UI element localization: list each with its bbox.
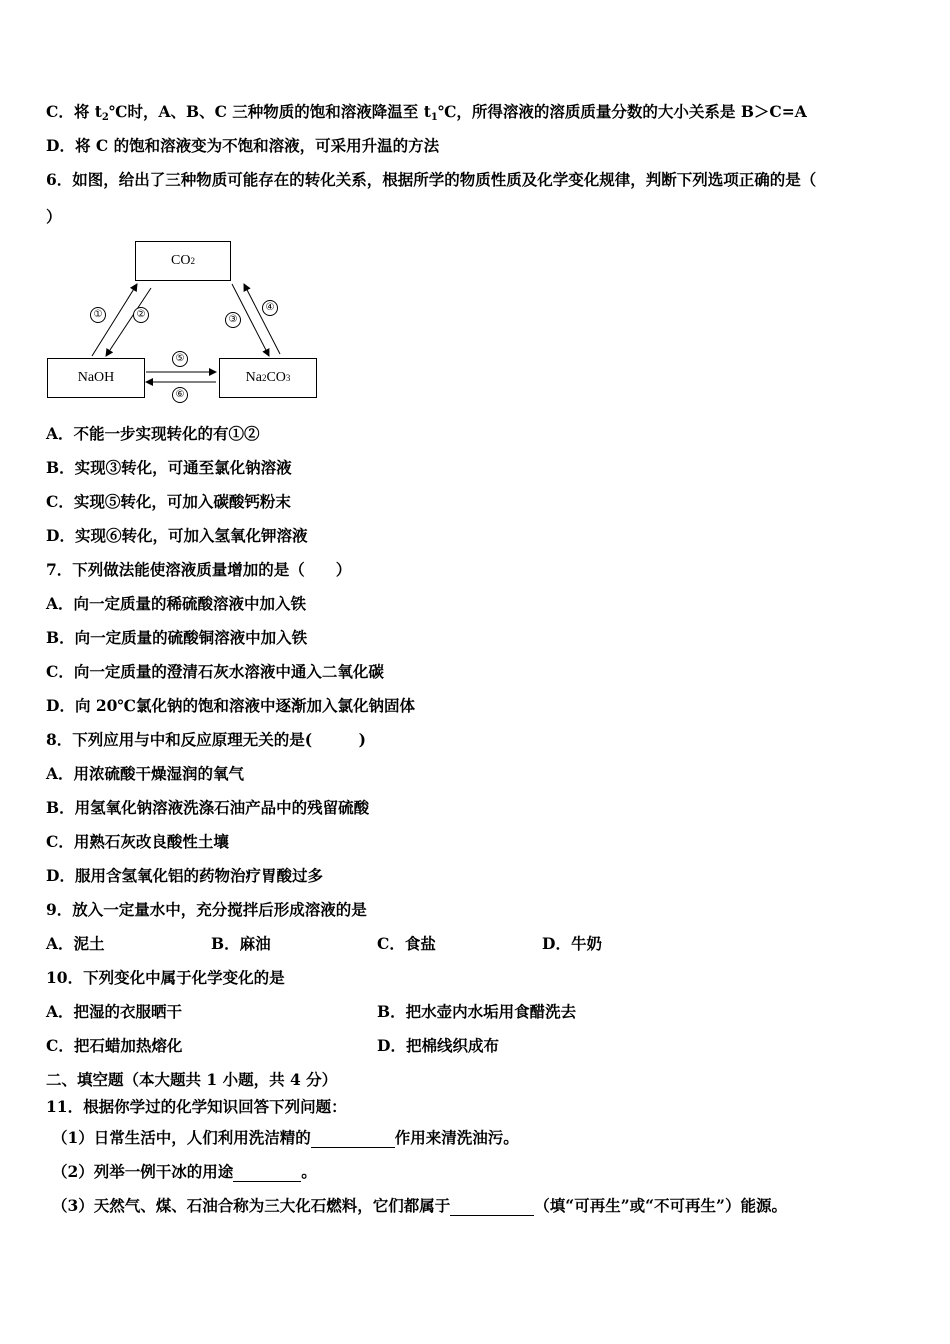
q8-option-a: A．用浓硫酸干燥湿润的氧气 xyxy=(46,764,245,783)
q7-stem: 7．下列做法能使溶液质量增加的是（ ） xyxy=(46,560,352,579)
q6-stem: 6．如图，给出了三种物质可能存在的转化关系，根据所学的物质性质及化学变化规律，判断下列选项正确的是（ xyxy=(46,170,817,189)
label-5: ⑤ xyxy=(172,351,188,367)
q11-stem: 11．根据你学过的化学知识回答下列问题： xyxy=(46,1097,347,1116)
q9-option-c: C．食盐 xyxy=(377,934,436,953)
q7-option-b: B．向一定质量的硫酸铜溶液中加入铁 xyxy=(46,628,308,647)
naoh-box: NaOH xyxy=(47,358,145,398)
q5-option-d: D．将 C 的饱和溶液变为不饱和溶液，可采用升温的方法 xyxy=(46,136,440,155)
na2co3-box: Na 2 CO 3 xyxy=(219,358,317,398)
q7-option-d: D．向 20℃氯化钠的饱和溶液中逐渐加入氯化钠固体 xyxy=(46,696,415,715)
q10-option-b: B．把水壶内水垢用食醋洗去 xyxy=(377,1002,577,1021)
q7-option-c: C．向一定质量的澄清石灰水溶液中通入二氧化碳 xyxy=(46,662,384,681)
q9-stem: 9．放入一定量水中，充分搅拌后形成溶液的是 xyxy=(46,900,367,919)
q10-option-c: C．把石蜡加热熔化 xyxy=(46,1036,183,1055)
q6-stem-close: ） xyxy=(46,207,62,226)
label-3: ③ xyxy=(225,312,241,328)
co2-box: CO 2 xyxy=(135,241,231,281)
blank-2[interactable] xyxy=(233,1165,301,1182)
blank-3[interactable] xyxy=(450,1199,534,1216)
q9-option-b: B．麻油 xyxy=(211,934,271,953)
q11-part-1: （1）日常生活中，人们利用洗洁精的 作用来清洗油污。 xyxy=(52,1128,519,1147)
q8-option-b: B．用氢氧化钠溶液洗涤石油产品中的残留硫酸 xyxy=(46,798,370,817)
section-title: 二、填空题（本大题共 1 小题，共 4 分） xyxy=(46,1070,338,1089)
q8-option-c: C．用熟石灰改良酸性土壤 xyxy=(46,832,229,851)
q7-option-a: A．向一定质量的稀硫酸溶液中加入铁 xyxy=(46,594,307,613)
conversion-diagram xyxy=(44,238,320,406)
q5-option-c: C．将 $t_2℃$时，A、B、C 三种物质的饱和溶液降温至 $t_1℃$，所得溶液的溶质质量分数的大小关系是 B＞C=A xyxy=(46,102,807,123)
q8-option-d: D．服用含氢氧化铝的药物治疗胃酸过多 xyxy=(46,866,323,885)
q10-option-a: A．把湿的衣服晒干 xyxy=(46,1002,183,1021)
label-6: ⑥ xyxy=(172,387,188,403)
q11-part-2: （2）列举一例干冰的用途 。 xyxy=(52,1162,317,1181)
label-1: ① xyxy=(90,307,106,323)
q9-option-d: D．牛奶 xyxy=(542,934,602,953)
q10-option-d: D．把棉线织成布 xyxy=(377,1036,499,1055)
q8-stem: 8．下列应用与中和反应原理无关的是( ) xyxy=(46,730,366,749)
label-2: ② xyxy=(133,307,149,323)
blank-1[interactable] xyxy=(311,1131,395,1148)
q6-option-a: A．不能一步实现转化的有①② xyxy=(46,424,260,443)
q11-part-3: （3）天然气、煤、石油合称为三大化石燃料，它们都属于 （填“可再生”或“不可再生”）能源。 xyxy=(52,1196,787,1215)
q10-stem: 10．下列变化中属于化学变化的是 xyxy=(46,968,285,987)
arrow-4 xyxy=(244,284,280,354)
q9-option-a: A．泥土 xyxy=(46,934,105,953)
q6-option-c: C．实现⑤转化，可加入碳酸钙粉末 xyxy=(46,492,291,511)
q6-option-b: B．实现③转化，可通至氯化钠溶液 xyxy=(46,458,292,477)
label-4: ④ xyxy=(262,300,278,316)
q6-option-d: D．实现⑥转化，可加入氢氧化钾溶液 xyxy=(46,526,308,545)
